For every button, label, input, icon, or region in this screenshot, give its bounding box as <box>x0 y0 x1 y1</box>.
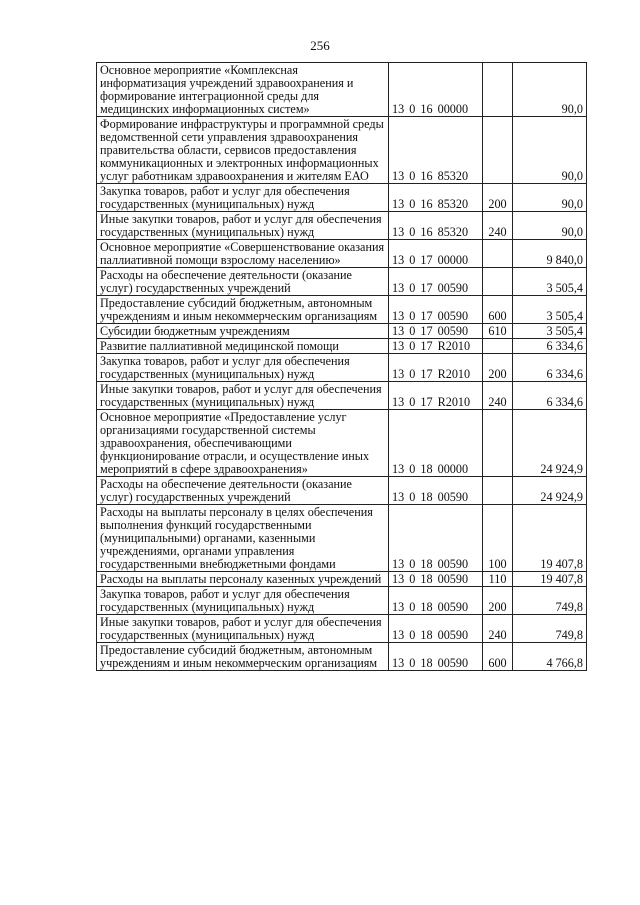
row-amount: 24 924,9 <box>513 477 587 505</box>
row-code: 13 0 17 R2010 <box>389 339 483 354</box>
row-amount: 749,8 <box>513 615 587 643</box>
row-amount: 9 840,0 <box>513 240 587 268</box>
table-row <box>97 324 587 339</box>
budget-table <box>96 62 587 671</box>
row-code: 13 0 18 00590 <box>389 615 483 643</box>
row-expense-type: 110 <box>483 572 513 587</box>
row-name: Предоставление субсидий бюджетным, автономным учреждениям и иным некоммерческим организациям <box>97 296 389 324</box>
table-row <box>97 212 587 240</box>
row-name: Основное мероприятие «Комплексная информатизация учреждений здравоохранения и формирование интеграционной среды для медицинских информационных систем» <box>97 63 389 117</box>
row-amount: 6 334,6 <box>513 382 587 410</box>
row-name: Субсидии бюджетным учреждениям <box>97 324 389 339</box>
row-name: Расходы на выплаты персоналу в целях обеспечения выполнения функций государственными (муниципальными) органами, казенными учреждениями, органами управления государственными внебюджетными фондами <box>97 505 389 572</box>
row-code: 13 0 17 00590 <box>389 296 483 324</box>
row-amount: 19 407,8 <box>513 572 587 587</box>
row-code: 13 0 17 R2010 <box>389 382 483 410</box>
row-name: Расходы на обеспечение деятельности (оказание услуг) государственных учреждений <box>97 268 389 296</box>
row-name: Основное мероприятие «Предоставление услуг организациями государственной системы здравоохранения, обеспечивающими функционирование отрасли, и осуществление иных мероприятий в сфере здравоохранения» <box>97 410 389 477</box>
row-name: Формирование инфраструктуры и программной среды ведомственной сети управления здравоохранения правительства области, сервисов предоставления коммуникационных и электронных информационных услуг работникам здравоохранения и жителям ЕАО <box>97 117 389 184</box>
row-expense-type: 600 <box>483 643 513 671</box>
row-code: 13 0 16 85320 <box>389 212 483 240</box>
row-amount: 19 407,8 <box>513 505 587 572</box>
row-amount: 90,0 <box>513 212 587 240</box>
row-code: 13 0 16 85320 <box>389 184 483 212</box>
page-number: 256 <box>310 38 330 53</box>
row-amount: 3 505,4 <box>513 296 587 324</box>
row-expense-type: 240 <box>483 212 513 240</box>
row-expense-type: 100 <box>483 505 513 572</box>
row-amount: 90,0 <box>513 117 587 184</box>
row-name: Расходы на выплаты персоналу казенных учреждений <box>97 572 389 587</box>
table-row <box>97 184 587 212</box>
row-amount: 749,8 <box>513 587 587 615</box>
table-row <box>97 63 587 117</box>
table-row <box>97 296 587 324</box>
table-row <box>97 410 587 477</box>
row-amount: 24 924,9 <box>513 410 587 477</box>
row-amount: 6 334,6 <box>513 354 587 382</box>
row-code: 13 0 18 00590 <box>389 505 483 572</box>
row-expense-type: 200 <box>483 354 513 382</box>
row-expense-type <box>483 240 513 268</box>
row-expense-type <box>483 268 513 296</box>
table-row <box>97 117 587 184</box>
row-code: 13 0 17 00590 <box>389 268 483 296</box>
row-expense-type <box>483 63 513 117</box>
table-body <box>97 63 587 671</box>
row-code: 13 0 18 00590 <box>389 587 483 615</box>
table-row <box>97 572 587 587</box>
table-row <box>97 615 587 643</box>
row-expense-type: 610 <box>483 324 513 339</box>
row-code: 13 0 18 00590 <box>389 572 483 587</box>
row-amount: 3 505,4 <box>513 268 587 296</box>
row-name: Предоставление субсидий бюджетным, автономным учреждениям и иным некоммерческим организациям <box>97 643 389 671</box>
row-name: Развитие паллиативной медицинской помощи <box>97 339 389 354</box>
row-expense-type <box>483 117 513 184</box>
row-amount: 3 505,4 <box>513 324 587 339</box>
row-name: Расходы на обеспечение деятельности (оказание услуг) государственных учреждений <box>97 477 389 505</box>
row-amount: 6 334,6 <box>513 339 587 354</box>
row-amount: 4 766,8 <box>513 643 587 671</box>
table-row <box>97 505 587 572</box>
row-name: Основное мероприятие «Совершенствование оказания паллиативной помощи взрослому населению» <box>97 240 389 268</box>
row-name: Закупка товаров, работ и услуг для обеспечения государственных (муниципальных) нужд <box>97 184 389 212</box>
row-code: 13 0 16 00000 <box>389 63 483 117</box>
table-row <box>97 382 587 410</box>
row-amount: 90,0 <box>513 63 587 117</box>
row-name: Иные закупки товаров, работ и услуг для обеспечения государственных (муниципальных) нужд <box>97 382 389 410</box>
row-amount: 90,0 <box>513 184 587 212</box>
row-expense-type: 240 <box>483 615 513 643</box>
row-code: 13 0 17 00590 <box>389 324 483 339</box>
row-name: Закупка товаров, работ и услуг для обеспечения государственных (муниципальных) нужд <box>97 354 389 382</box>
table-row <box>97 268 587 296</box>
row-code: 13 0 17 00000 <box>389 240 483 268</box>
table-row <box>97 643 587 671</box>
row-name: Иные закупки товаров, работ и услуг для обеспечения государственных (муниципальных) нужд <box>97 615 389 643</box>
row-expense-type <box>483 477 513 505</box>
row-expense-type <box>483 410 513 477</box>
row-name: Закупка товаров, работ и услуг для обеспечения государственных (муниципальных) нужд <box>97 587 389 615</box>
row-code: 13 0 18 00590 <box>389 477 483 505</box>
row-name: Иные закупки товаров, работ и услуг для обеспечения государственных (муниципальных) нужд <box>97 212 389 240</box>
row-code: 13 0 16 85320 <box>389 117 483 184</box>
row-expense-type: 240 <box>483 382 513 410</box>
row-expense-type: 600 <box>483 296 513 324</box>
table-row <box>97 587 587 615</box>
table-row <box>97 354 587 382</box>
row-code: 13 0 17 R2010 <box>389 354 483 382</box>
table-row <box>97 477 587 505</box>
table-row <box>97 339 587 354</box>
row-code: 13 0 18 00590 <box>389 643 483 671</box>
row-code: 13 0 18 00000 <box>389 410 483 477</box>
row-expense-type <box>483 339 513 354</box>
row-expense-type: 200 <box>483 587 513 615</box>
table-row <box>97 240 587 268</box>
row-expense-type: 200 <box>483 184 513 212</box>
